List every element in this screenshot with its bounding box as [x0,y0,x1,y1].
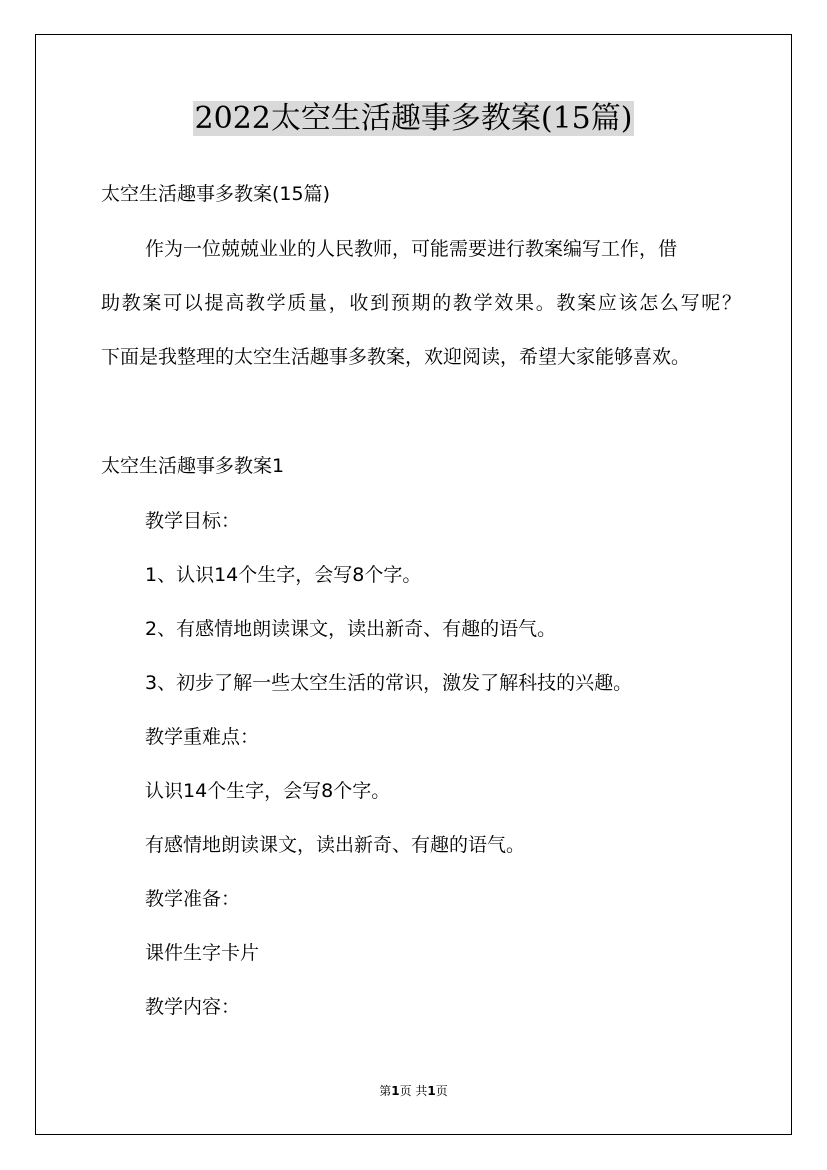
intro-line-2: 助教案可以提高教学质量，收到预期的教学效果。教案应该怎么写呢？ [101,292,741,314]
body-line-5: 教学重难点： [145,726,260,748]
body-line-4: 3、初步了解一些太空生活的常识，激发了解科技的兴趣。 [145,672,633,694]
footer-mid: 页 共 [399,1084,428,1098]
document-title [0,97,827,141]
footer-suffix: 页 [435,1084,448,1098]
body-line-6: 认识14个生字，会写8个字。 [145,780,391,802]
page-footer [0,1083,827,1099]
footer-total-pages: 1 [427,1084,436,1098]
intro-line-1: 作为一位兢兢业业的人民教师，可能需要进行教案编写工作，借 [145,238,678,260]
body-line-7: 有感情地朗读课文，读出新奇、有趣的语气。 [145,834,526,856]
intro-line-3: 下面是我整理的太空生活趣事多教案，欢迎阅读，希望大家能够喜欢。 [101,346,691,368]
body-line-3: 2、有感情地朗读课文，读出新奇、有趣的语气。 [145,618,557,640]
subtitle: 太空生活趣事多教案(15篇) [101,183,331,205]
body-line-10: 教学内容： [145,996,241,1018]
footer-prefix: 第 [379,1084,392,1098]
footer-page-number: 1 [391,1084,400,1098]
section-title: 太空生活趣事多教案1 [101,455,285,477]
body-line-2: 1、认识14个生字，会写8个字。 [145,564,422,586]
body-line-8: 教学准备： [145,888,241,910]
body-line-1: 教学目标： [145,510,241,532]
document-title-text: 2022太空生活趣事多教案(15篇) [194,101,633,136]
body-line-9: 课件生字卡片 [145,942,260,964]
